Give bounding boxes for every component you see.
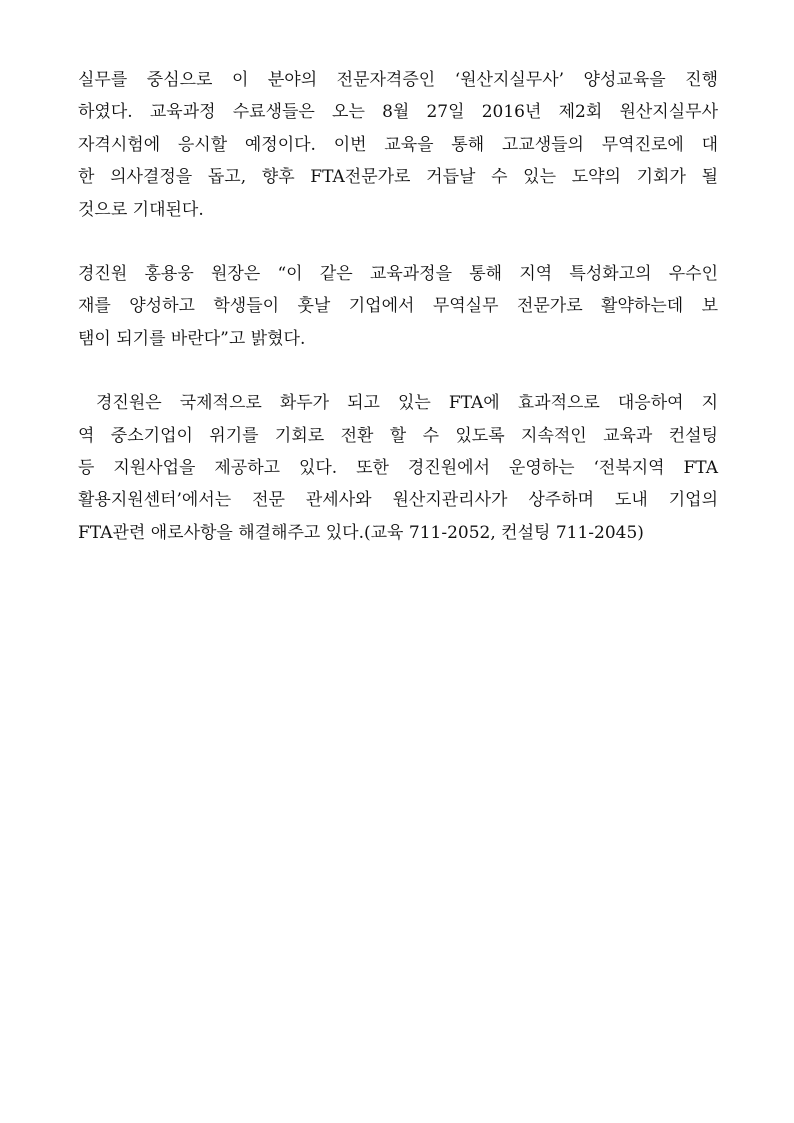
text-line: 역 중소기업이 위기를 기회로 전환 할 수 있도록 지속적인 교육과 컨설팅 xyxy=(78,425,718,446)
text-line: 재를 양성하고 학생들이 훗날 기업에서 무역실무 전문가로 활약하는데 보 xyxy=(78,296,718,317)
text-line: 실무를 중심으로 이 분야의 전문자격증인 ‘원산지실무사’ 양성교육을 진행 xyxy=(78,70,718,90)
paragraph-director-quote xyxy=(78,258,718,355)
text-line: 경진원은 국제적으로 화두가 되고 있는 FTA에 효과적으로 대응하여 지 xyxy=(78,393,718,414)
text-line: 등 지원사업을 제공하고 있다. 또한 경진원에서 운영하는 ‘전북지역 FTA xyxy=(78,458,718,479)
text-line: 것으로 기대된다. xyxy=(78,199,204,220)
paragraph-fta-support xyxy=(78,387,718,549)
document-page xyxy=(78,64,718,581)
text-line: 하였다. 교육과정 수료생들은 오는 8월 27일 2016년 제2회 원산지실무사 xyxy=(78,102,718,123)
paragraph-education-program xyxy=(78,64,718,226)
text-line: 자격시험에 응시할 예정이다. 이번 교육을 통해 고교생들의 무역진로에 대 xyxy=(78,134,718,155)
text-line: 한 의사결정을 돕고, 향후 FTA전문가로 거듭날 수 있는 도약의 기회가 될 xyxy=(78,167,718,188)
text-line: 활용지원센터’에서는 전문 관세사와 원산지관리사가 상주하며 도내 기업의 xyxy=(78,490,718,511)
text-line: 탬이 되기를 바란다”고 밝혔다. xyxy=(78,328,306,349)
text-line: FTA관련 애로사항을 해결해주고 있다.(교육 711-2052, 컨설팅 711-2045) xyxy=(78,522,644,543)
text-line: 경진원 홍용웅 원장은 “이 같은 교육과정을 통해 지역 특성화고의 우수인 xyxy=(78,264,718,285)
